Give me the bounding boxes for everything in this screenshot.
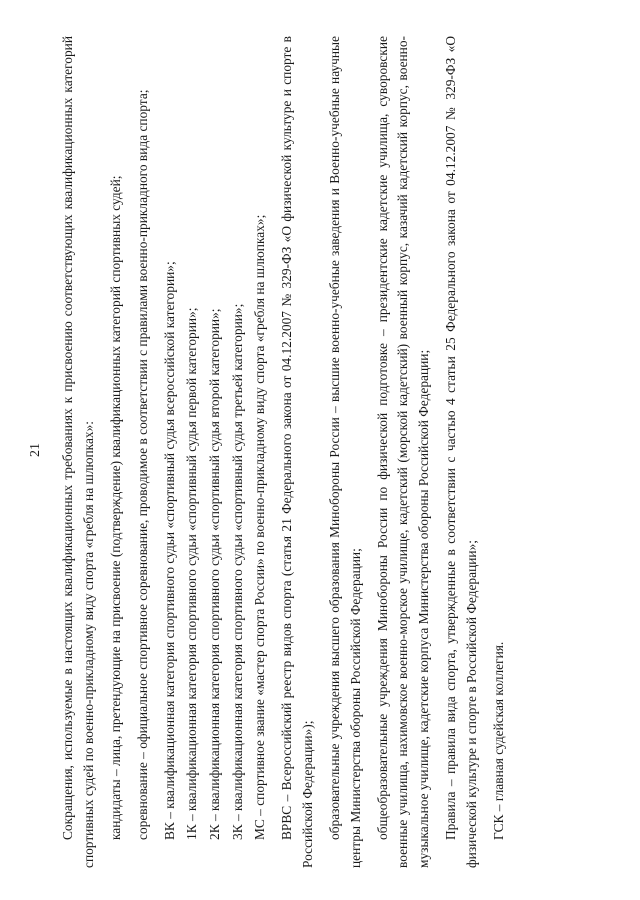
paragraph-higher-education: образовательные учреждения высшего образования Минобороны России – высшие военно-учебные заведения и Военно-учебные научные центры Министерства обороны Российской Федерации; (327, 36, 363, 868)
paragraph-intro: Сокращения, используемые в настоящих квалификационных требованиях к присвоению соответствующих квалификационных категорий спортивных судей по военно-прикладному виду спорта «гребля на шлюпках»: (60, 36, 96, 868)
paragraph-vk: ВК – квалификационная категория спортивного судьи «спортивный судья всероссийской категории»; (161, 261, 177, 840)
paragraph-competition: соревнование – официальное спортивное соревнование, проводимое в соответствии с правилами военно-прикладного вида спорта; (134, 89, 150, 840)
paragraph-2k: 2К – квалификационная категория спортивного судьи «спортивный судья второй категории»; (207, 308, 223, 840)
paragraph-candidates: кандидаты – лица, претендующие на присвоение (подтверждение) квалификационных категорий спортивных судей; (107, 175, 123, 840)
paragraph-general-education: общеобразовательные учреждения Минобороны России по физической подготовке – президентские кадетские училища, суворовские военные училища, нахимовское военно-морское училище, кадетский (морской кадетский) военный корпус, казачий кадетский корпус, военно-музыкальное училище, кадетские корпуса Министерства обороны Российской Федерации; (374, 36, 431, 868)
document-body (58, 36, 516, 868)
paragraph-rules: Правила – правила вида спорта, утвержденные в соответствии с частью 4 статьи 25 Федерального закона от 04.12.2007 № 329-ФЗ «О физической культуре и спорте в Российской Федерации»; (443, 36, 479, 868)
paragraph-3k: 3К – квалификационная категория спортивного судьи «спортивный судья третьей категории»; (229, 303, 245, 840)
page-number: 21 (28, 443, 43, 457)
paragraph-1k: 1К – квалификационная категория спортивного судьи «спортивный судья первой категории»; (184, 307, 200, 840)
paragraph-gsk: ГСК – главная судейская коллегия. (490, 641, 506, 840)
paragraph-ms: МС – спортивное звание «мастер спорта России» по военно-прикладному виду спорта «гребля на шлюпках»; (252, 214, 268, 840)
paragraph-vrvs: ВРВС – Всероссийский реестр видов спорта (статья 21 Федерального закона от 04.12.2007 № 329-ФЗ «О физической культуре и спорте в Российской Федерации»); (279, 36, 315, 868)
